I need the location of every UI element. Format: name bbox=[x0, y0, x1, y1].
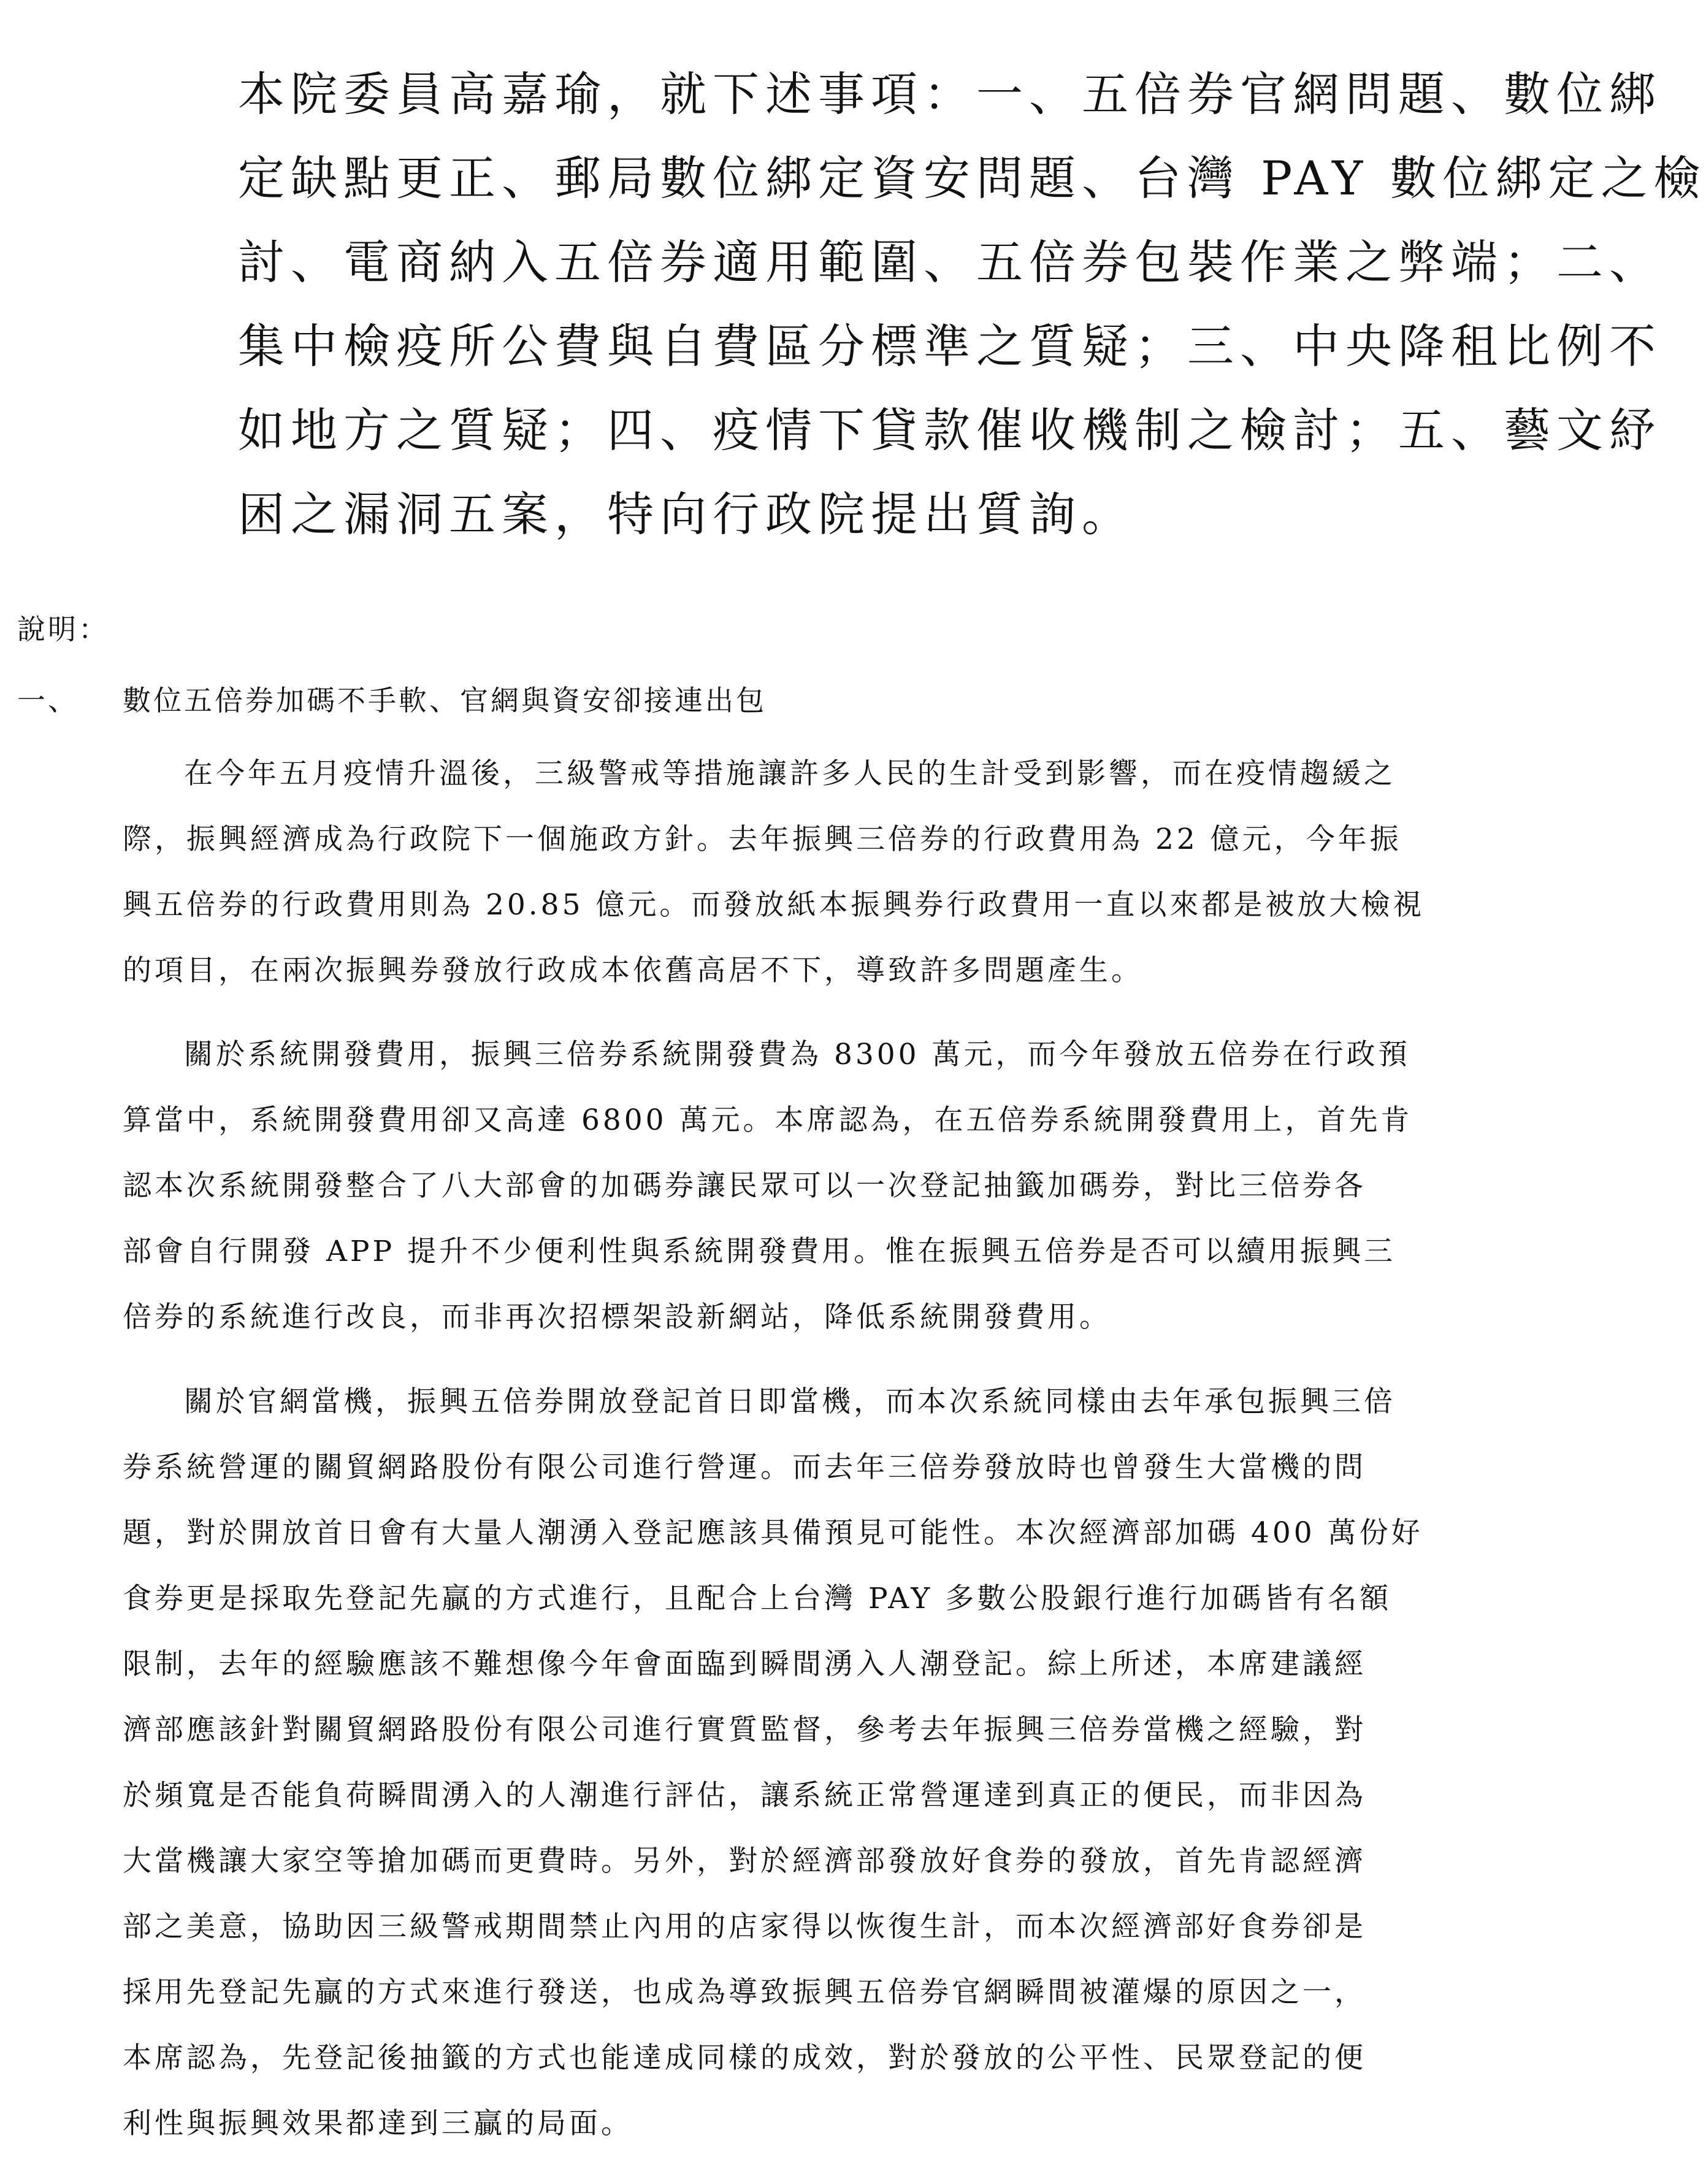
header-line: 定缺點更正、郵局數位綁定資安問題、台灣 PAY 數位綁定之檢 bbox=[238, 151, 1706, 205]
paragraph-line: 興五倍券的行政費用則為 20.85 億元。而發放紙本振興券行政費用一直以來都是被放大檢視 bbox=[123, 888, 1425, 922]
paragraph-admin-cost bbox=[123, 741, 1502, 1003]
paragraph-line: 部會自行開發 APP 提升不少便利性與系統開發費用。惟在振興五倍券是否可以續用振興三 bbox=[123, 1235, 1396, 1268]
header-line: 本院委員高嘉瑜，就下述事項：一、五倍券官網問題、數位綁 bbox=[238, 67, 1662, 121]
paragraph-line: 大當機讓大家空等搶加碼而更費時。另外，對於經濟部發放好食券的發放，首先肯認經濟 bbox=[123, 1844, 1366, 1878]
paragraph-website-crash bbox=[123, 1369, 1502, 2156]
paragraph-line: 關於系統開發費用，振興三倍券系統開發費為 8300 萬元，而今年發放五倍券在行政預 bbox=[184, 1038, 1410, 1071]
paragraph-line: 利性與振興效果都達到三贏的局面。 bbox=[123, 2107, 633, 2140]
header-line: 討、電商納入五倍券適用範圍、五倍券包裝作業之弊端；二、 bbox=[238, 235, 1662, 289]
paragraph-line: 濟部應該針對關貿網路股份有限公司進行實質監督，參考去年振興三倍券當機之經驗，對 bbox=[123, 1713, 1366, 1747]
paragraph-line: 本席認為，先登記後抽籤的方式也能達成同樣的成效，對於發放的公平性、民眾登記的便 bbox=[123, 2041, 1366, 2075]
header-line: 集中檢疫所公費與自費區分標準之質疑；三、中央降租比例不 bbox=[238, 319, 1662, 374]
paragraph-line: 採用先登記先贏的方式來進行發送，也成為導致振興五倍券官網瞬間被灌爆的原因之一， bbox=[123, 1975, 1366, 2009]
explanation-label: 說明： bbox=[17, 613, 109, 646]
paragraph-line: 食券更是採取先登記先贏的方式進行，且配合上台灣 PAY 多數公股銀行進行加碼皆有名額 bbox=[123, 1582, 1392, 1615]
interpellation-header bbox=[238, 52, 1706, 556]
section-title: 數位五倍券加碼不手軟、官網與資安卻接連出包 bbox=[123, 684, 767, 717]
paragraph-line: 券系統營運的關貿網路股份有限公司進行營運。而去年三倍券發放時也曾發生大當機的問 bbox=[123, 1450, 1366, 1484]
header-line: 困之漏洞五案，特向行政院提出質詢。 bbox=[238, 487, 1134, 542]
paragraph-line: 於頻寬是否能負荷瞬間湧入的人潮進行評估，讓系統正常營運達到真正的便民，而非因為 bbox=[123, 1779, 1366, 1812]
paragraph-line: 認本次系統開發整合了八大部會的加碼券讓民眾可以一次登記抽籤加碼券，對比三倍券各 bbox=[123, 1169, 1366, 1203]
paragraph-line: 在今年五月疫情升溫後，三級警戒等措施讓許多人民的生計受到影響，而在疫情趨緩之 bbox=[184, 757, 1396, 791]
paragraph-line: 部之美意，協助因三級警戒期間禁止內用的店家得以恢復生計，而本次經濟部好食券卻是 bbox=[123, 1910, 1366, 1944]
paragraph-system-cost bbox=[123, 1022, 1502, 1350]
header-line: 如地方之質疑；四、疫情下貸款催收機制之檢討；五、藝文紓 bbox=[238, 403, 1662, 458]
paragraph-line: 限制，去年的經驗應該不難想像今年會面臨到瞬間湧入人潮登記。綜上所述，本席建議經 bbox=[123, 1647, 1366, 1681]
paragraph-line: 倍券的系統進行改良，而非再次招標架設新網站，降低系統開發費用。 bbox=[123, 1300, 1111, 1334]
section-number: 一、 bbox=[17, 684, 78, 717]
paragraph-line: 的項目，在兩次振興券發放行政成本依舊高居不下，導致許多問題產生。 bbox=[123, 954, 1143, 987]
paragraph-line: 題，對於開放首日會有大量人潮湧入登記應該具備預見可能性。本次經濟部加碼 400 萬份好 bbox=[123, 1516, 1423, 1550]
paragraph-line: 際，振興經濟成為行政院下一個施政方針。去年振興三倍券的行政費用為 22 億元，今年振 bbox=[123, 822, 1402, 856]
paragraph-line: 算當中，系統開發費用卻又高達 6800 萬元。本席認為，在五倍券系統開發費用上，首先肯 bbox=[123, 1103, 1413, 1137]
paragraph-line: 關於官網當機，振興五倍券開放登記首日即當機，而本次系統同樣由去年承包振興三倍 bbox=[184, 1385, 1396, 1419]
